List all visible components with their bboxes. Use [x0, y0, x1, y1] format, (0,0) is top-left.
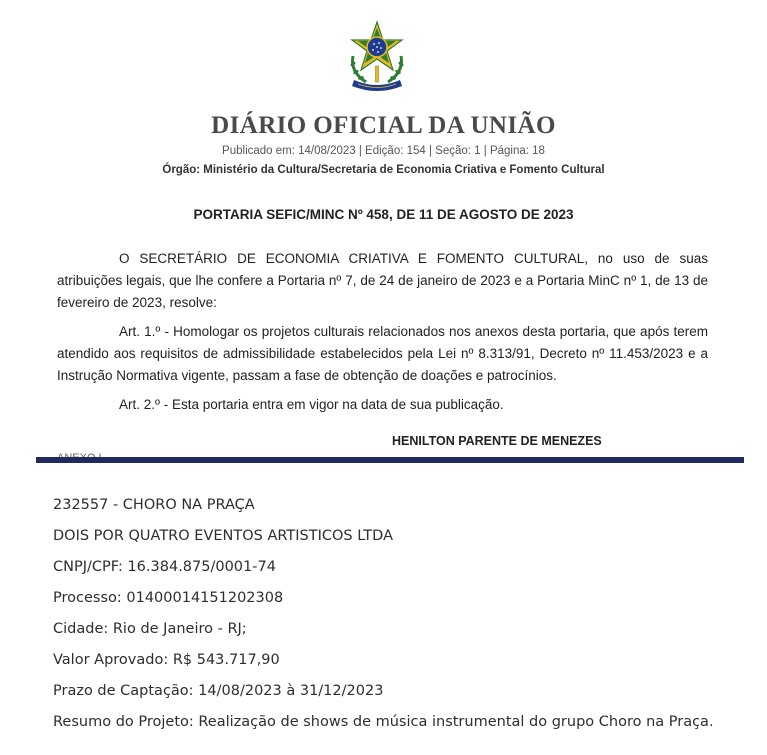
- orgao-line: [0, 164, 767, 176]
- paragraph-preamble: O SECRETÁRIO DE ECONOMIA CRIATIVA E FOMENTO CULTURAL, no uso de suas atribuições legais, que lhe confere a Portaria nº 7, de 24 de janeiro de 2023 e a Portaria MinC nº 1, de 13 de fevereiro de 2023, resolve:: [57, 251, 708, 310]
- orgao-label: Órgão:: [162, 164, 201, 176]
- project-id-name: 232557 - CHORO NA PRAÇA: [53, 497, 255, 513]
- paragraph-art-1: Art. 1.º - Homologar os projetos culturais relacionados nos anexos desta portaria, que após terem atendido aos requisitos de admissibilidade estabelecidos pela Lei nº 8.313/91, Decreto nº 11.453/2023 e a Instrução Normativa vigente, passam a fase de obtenção de doações e patrocínios.: [57, 324, 708, 383]
- annex-block: [53, 494, 753, 742]
- prazo-captacao: Prazo de Captação: 14/08/2023 à 31/12/2023: [53, 683, 384, 699]
- portaria-title: PORTARIA SEFIC/MINC Nº 458, DE 11 DE AGOSTO DE 2023: [193, 207, 574, 222]
- proponent-name: DOIS POR QUATRO EVENTOS ARTISTICOS LTDA: [53, 528, 393, 544]
- orgao-value: Ministério da Cultura/Secretaria de Economia Criativa e Fomento Cultural: [203, 164, 605, 176]
- publication-info: Publicado em: 14/08/2023 | Edição: 154 | Seção: 1 | Página: 18: [222, 145, 545, 157]
- resumo-projeto: Resumo do Projeto: Realização de shows de música instrumental do grupo Choro na Praça.: [53, 714, 714, 730]
- brasao-republica-icon: [344, 20, 410, 92]
- divider-bar: [36, 457, 744, 463]
- masthead-title: DIÁRIO OFICIAL DA UNIÃO: [211, 112, 556, 139]
- processo: Processo: 01400014151202308: [53, 590, 284, 606]
- valor-aprovado: Valor Aprovado: R$ 543.717,90: [53, 652, 280, 668]
- cnpj-cpf: CNPJ/CPF: 16.384.875/0001-74: [53, 559, 276, 575]
- signature-name: HENILTON PARENTE DE MENEZES: [392, 434, 602, 448]
- cidade: Cidade: Rio de Janeiro - RJ;: [53, 621, 247, 637]
- paragraph-art-2: Art. 2.º - Esta portaria entra em vigor na data de sua publicação.: [119, 397, 504, 412]
